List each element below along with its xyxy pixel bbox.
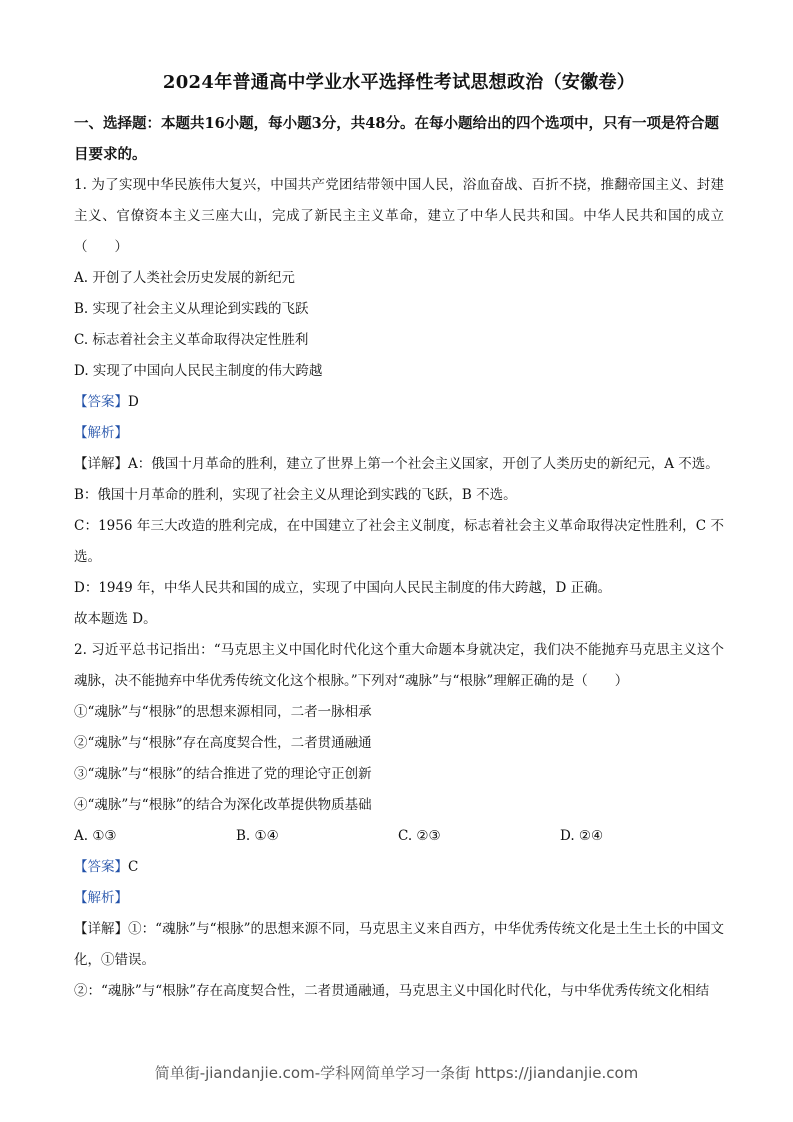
q1-option-c: C. 标志着社会主义革命取得决定性胜利 [74, 332, 309, 348]
q1-answer [74, 387, 724, 418]
q2-detail-2: ②：“魂脉”与“根脉”存在高度契合性，二者贯通融通，马克思主义中国化时代化，与中华优秀传统文化相结 [74, 983, 710, 999]
q2-choice-d: D. ②④ [560, 828, 604, 844]
document-title: 2024年普通高中学业水平选择性考试思想政治（安徽卷） [162, 72, 636, 93]
q2-analysis-tag: 【解析】 [74, 890, 128, 906]
q2-answer-value: C [128, 859, 139, 875]
q1-detail-a [74, 449, 724, 480]
q2-choices [74, 821, 724, 852]
q1-detail-b: B：俄国十月革命的胜利，实现了社会主义从理论到实践的飞跃，B 不选。 [74, 487, 517, 503]
q2-choice-c: C. ②③ [398, 828, 441, 844]
q1-option-a: A. 开创了人类社会历史发展的新纪元 [74, 270, 295, 286]
q2-detail-1 [74, 914, 724, 976]
q2-choice-b: B. ①④ [236, 828, 279, 844]
q2-stem: 2. 习近平总书记指出：“马克思主义中国化时代化这个重大命题本身就决定，我们决不能抛弃马克思主义这个魂脉，决不能抛弃中华优秀传统文化这个根脉。”下列对“魂脉”与“根脉”理解正确的是（ ） [74, 642, 724, 689]
q1-option-d: D. 实现了中国向人民民主制度的伟大跨越 [74, 363, 323, 379]
q2-detail-tag: 【详解】 [74, 921, 129, 937]
q1-detail-tag: 【详解】 [74, 456, 128, 472]
q1-answer-tag: 【答案】 [74, 394, 128, 410]
q1-answer-value: D [128, 394, 139, 410]
q1-detail-d: D：1949 年，中华人民共和国的成立，实现了中国向人民民主制度的伟大跨越，D 正确。 [74, 580, 612, 596]
q2-statement-2: ②“魂脉”与“根脉”存在高度契合性，二者贯通融通 [74, 735, 372, 751]
q2-detail-line-1: ①：“魂脉”与“根脉”的思想来源不同，马克思主义来自西方，中华优秀传统文化是土生土长的中国文化，①错误。 [74, 921, 725, 968]
q2-statement-4: ④“魂脉”与“根脉”的结合为深化改革提供物质基础 [74, 797, 372, 813]
section-heading: 一、选择题：本题共16小题，每小题3分，共48分。在每小题给出的四个选项中，只有一项是符合题目要求的。 [74, 115, 719, 163]
q1-stem: 1. 为了实现中华民族伟大复兴，中国共产党团结带领中国人民，浴血奋战、百折不挠，推翻帝国主义、封建主义、官僚资本主义三座大山，完成了新民主主义革命，建立了中华人民共和国。中华人民共和国的成立（ ） [74, 177, 724, 255]
q1-detail-c: C：1956 年三大改造的胜利完成，在中国建立了社会主义制度，标志着社会主义革命取得决定性胜利，C 不选。 [74, 518, 724, 565]
document-page [74, 60, 724, 1007]
q1-detail-line-a: A：俄国十月革命的胜利，建立了世界上第一个社会主义国家，开创了人类历史的新纪元，A 不选。 [128, 456, 719, 472]
q1-analysis [74, 418, 724, 449]
q2-answer [74, 852, 724, 883]
q2-statement-3: ③“魂脉”与“根脉”的结合推进了党的理论守正创新 [74, 766, 372, 782]
q1-conclusion: 故本题选 D。 [74, 611, 157, 627]
q1-analysis-tag: 【解析】 [74, 425, 128, 441]
q2-analysis [74, 883, 724, 914]
footer-watermark: 简单街-jiandanjie.com-学科网简单学习一条街 https://jiandanjie.com [154, 1064, 639, 1082]
q2-statement-1: ①“魂脉”与“根脉”的思想来源相同，二者一脉相承 [74, 704, 372, 720]
q1-option-b: B. 实现了社会主义从理论到实践的飞跃 [74, 301, 309, 317]
q2-choice-a: A. ①③ [74, 828, 117, 844]
q2-answer-tag: 【答案】 [74, 859, 128, 875]
